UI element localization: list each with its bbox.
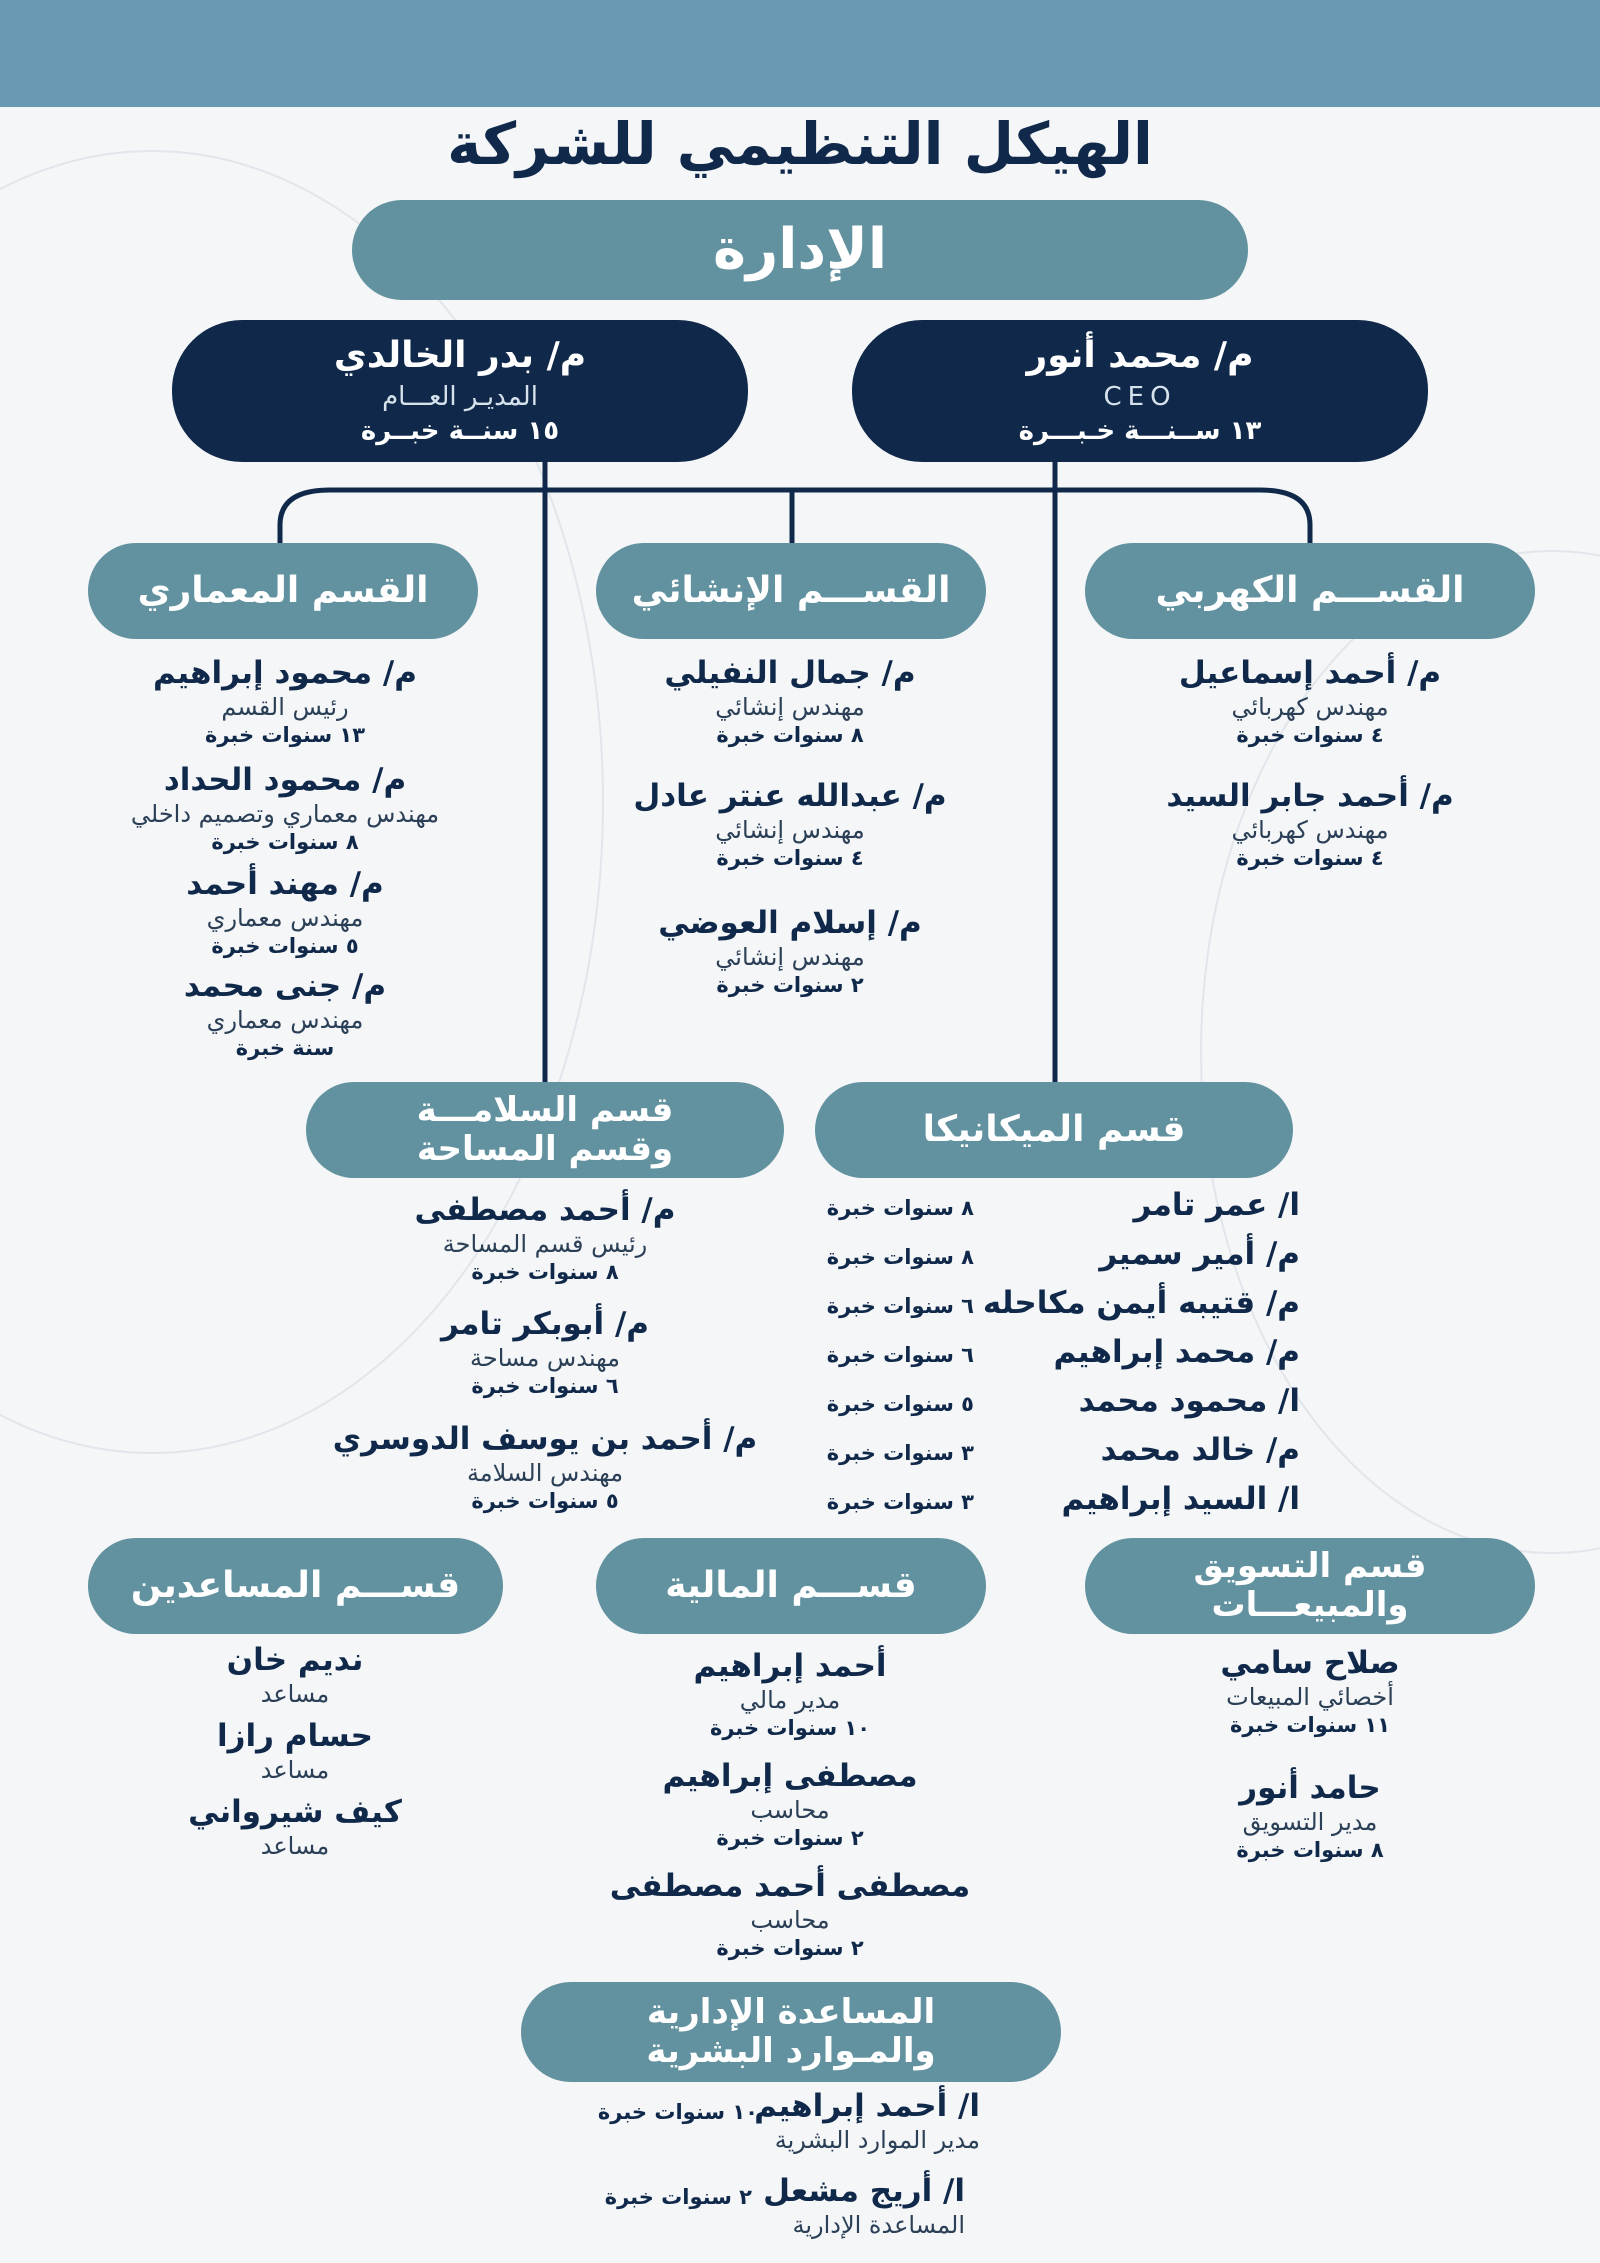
- dept-title: القســـم الكهربي: [1155, 570, 1465, 612]
- dept-header-hr: [521, 1982, 1061, 2082]
- dept-title-line1: قسم السلامـــة: [416, 1089, 674, 1130]
- member-card: [590, 1868, 990, 1961]
- dept-title-line2: والمبيعـــات: [1211, 1585, 1409, 1625]
- member-role: مهندس معماري وتصميم داخلي: [130, 800, 440, 829]
- dept-title: قســـم المالية: [665, 1565, 917, 1607]
- member-card: [100, 762, 470, 855]
- member-name: حامد أنور: [1239, 1770, 1381, 1806]
- member-experience: ٨ سنوات خبرة: [471, 1260, 619, 1285]
- member-card: [1150, 1770, 1470, 1863]
- member-experience: ٢ سنوات خبرة: [716, 1826, 864, 1851]
- mechanics-member-name: م/ محمد إبراهيم: [1053, 1334, 1300, 1370]
- member-role: محاسب: [750, 1796, 830, 1825]
- executive-role: CEO: [1103, 381, 1177, 412]
- dept-title-line1: المساعدة الإدارية: [646, 1991, 936, 2032]
- member-name: م/ مهند أحمد: [186, 866, 384, 902]
- mechanics-member-name: ا/ عمر تامر: [1133, 1187, 1300, 1223]
- member-name: أحمد إبراهيم: [693, 1648, 887, 1684]
- member-name: م/ أحمد بن يوسف الدوسري: [332, 1421, 758, 1457]
- dept-header-construction: [596, 543, 986, 639]
- member-card: [330, 1421, 760, 1514]
- dept-header-architecture: [88, 543, 478, 639]
- mechanics-member-experience: ٥ سنوات خبرة: [826, 1392, 974, 1416]
- member-role: رئيس قسم المساحة: [442, 1230, 648, 1259]
- dept-title: قسم الميكانيكا: [922, 1109, 1186, 1151]
- executive-role: المديـر العـــام: [382, 381, 538, 412]
- dept-title: القسم المعماري: [137, 570, 429, 612]
- member-name: م/ جنى محمد: [183, 968, 387, 1004]
- dept-header-finance: [596, 1538, 986, 1634]
- member-name: صلاح سامي: [1220, 1645, 1400, 1681]
- member-card: [1145, 655, 1475, 748]
- management-label: الإدارة: [712, 216, 888, 282]
- member-card: [145, 1718, 445, 1785]
- dept-title: القســـم الإنشائي: [631, 570, 951, 612]
- member-role: مساعد: [260, 1756, 330, 1785]
- member-role: مساعد: [260, 1832, 330, 1861]
- dept-header-safety: [306, 1082, 784, 1178]
- dept-header-marketing: [1085, 1538, 1535, 1634]
- member-role: مساعد: [260, 1680, 330, 1709]
- member-experience: ١١ سنوات خبرة: [1229, 1713, 1391, 1738]
- mechanics-member-name: م/ أمير سمير: [1099, 1236, 1300, 1272]
- member-experience: ٤ سنوات خبرة: [1236, 846, 1384, 871]
- dept-header-mechanics: [815, 1082, 1293, 1178]
- member-name: م/ محمود إبراهيم: [153, 655, 417, 691]
- member-card: [330, 1306, 760, 1399]
- member-name: م/ عبدالله عنتر عادل: [633, 778, 947, 814]
- member-name: م/ إسلام العوضي: [658, 905, 922, 941]
- member-name: م/ محمود الحداد: [163, 762, 407, 798]
- member-role: مهندس كهربائي: [1231, 693, 1389, 722]
- hr-member: [763, 2173, 965, 2240]
- member-role: مهندس إنشائي: [715, 693, 865, 722]
- executive-experience: ١٥ سنــة خبــرة: [360, 415, 560, 446]
- hr-member-experience: ٢ سنوات خبرة: [604, 2185, 752, 2209]
- mechanics-member-experience: ٣ سنوات خبرة: [826, 1441, 974, 1465]
- dept-title-line2: وقسم المساحة: [416, 1129, 674, 1169]
- member-role: مهندس كهربائي: [1231, 816, 1389, 845]
- member-role: مهندس مساحة: [470, 1344, 620, 1373]
- member-card: [330, 1192, 760, 1285]
- mechanics-member-name: ا/ السيد إبراهيم: [1061, 1481, 1300, 1517]
- management-header: [352, 200, 1248, 300]
- member-role: المساعدة الإدارية: [792, 2211, 965, 2240]
- mechanics-member-name: م/ قتيبه أيمن مكاحله: [982, 1285, 1300, 1321]
- member-experience: ٨ سنوات خبرة: [716, 723, 864, 748]
- executive-card-ceo: [852, 320, 1428, 462]
- member-experience: ٢ سنوات خبرة: [716, 973, 864, 998]
- member-name: حسام رازا: [217, 1718, 373, 1754]
- member-experience: ٤ سنوات خبرة: [716, 846, 864, 871]
- member-name: م/ أحمد إسماعيل: [1178, 655, 1442, 691]
- dept-title: قســـم المساعدين: [130, 1565, 461, 1607]
- member-role: مدير الموارد البشرية: [774, 2126, 980, 2155]
- member-name: مصطفى أحمد مصطفى: [609, 1868, 971, 1904]
- member-role: مهندس إنشائي: [715, 943, 865, 972]
- member-name: م/ جمال النفيلي: [664, 655, 916, 691]
- member-card: [145, 1794, 445, 1861]
- member-name: ا/ أحمد إبراهيم: [754, 2088, 980, 2124]
- member-experience: ٨ سنوات خبرة: [1236, 1838, 1384, 1863]
- mechanics-member-experience: ٦ سنوات خبرة: [826, 1343, 974, 1367]
- hr-member-experience: ١٠ سنوات خبرة: [597, 2100, 758, 2124]
- member-experience: ٥ سنوات خبرة: [471, 1489, 619, 1514]
- member-name: م/ أبوبكر تامر: [440, 1306, 650, 1342]
- member-experience: ١٠ سنوات خبرة: [709, 1716, 871, 1741]
- member-name: كيف شيرواني: [188, 1794, 402, 1830]
- member-name: م/ أحمد مصطفى: [414, 1192, 676, 1228]
- member-role: مهندس إنشائي: [715, 816, 865, 845]
- member-card: [100, 655, 470, 748]
- member-role: محاسب: [750, 1906, 830, 1935]
- hr-member: [754, 2088, 980, 2155]
- mechanics-member-experience: ٨ سنوات خبرة: [826, 1245, 974, 1269]
- mechanics-member-experience: ٣ سنوات خبرة: [826, 1490, 974, 1514]
- member-role: مهندس السلامة: [466, 1459, 624, 1488]
- member-name: ا/ أريج مشعل: [763, 2173, 965, 2209]
- mechanics-member-name: م/ خالد محمد: [1100, 1432, 1300, 1468]
- dept-header-electrical: [1085, 543, 1535, 639]
- member-card: [145, 1642, 445, 1709]
- member-card: [620, 778, 960, 871]
- dept-header-assistants: [88, 1538, 503, 1634]
- member-role: مهندس معماري: [206, 1006, 364, 1035]
- executive-card-gm: [172, 320, 748, 462]
- mechanics-member-experience: ٨ سنوات خبرة: [826, 1196, 974, 1220]
- dept-title-line1: قسم التسويق: [1193, 1545, 1427, 1586]
- member-experience: ٤ سنوات خبرة: [1236, 723, 1384, 748]
- member-card: [1150, 1645, 1470, 1738]
- member-name: نديم خان: [226, 1642, 364, 1678]
- member-experience: ١٣ سنوات خبرة: [204, 723, 366, 748]
- member-role: رئيس القسم: [221, 693, 349, 722]
- page-title: الهيكل التنظيمي للشركة: [447, 110, 1153, 178]
- executive-name: م/ محمد أنور: [1026, 335, 1254, 377]
- member-experience: سنة خبرة: [235, 1036, 335, 1061]
- member-experience: ٢ سنوات خبرة: [716, 1936, 864, 1961]
- member-role: مدير مالي: [739, 1686, 841, 1715]
- executive-experience: ١٣ ســنـــة خـبـــرة: [1018, 415, 1262, 446]
- executive-name: م/ بدر الخالدي: [333, 335, 587, 377]
- member-card: [610, 1648, 970, 1741]
- member-role: مهندس معماري: [206, 904, 364, 933]
- member-card: [610, 1758, 970, 1851]
- member-name: م/ أحمد جابر السيد: [1166, 778, 1454, 814]
- member-card: [100, 866, 470, 959]
- mechanics-member-name: ا/ محمود محمد: [1078, 1383, 1300, 1419]
- member-experience: ٦ سنوات خبرة: [471, 1374, 619, 1399]
- member-name: مصطفى إبراهيم: [662, 1758, 918, 1794]
- member-card: [1145, 778, 1475, 871]
- member-role: مدير التسويق: [1242, 1808, 1378, 1837]
- member-experience: ٨ سنوات خبرة: [211, 830, 359, 855]
- dept-title-line2: والمـوارد البشرية: [646, 2031, 936, 2071]
- member-experience: ٥ سنوات خبرة: [211, 934, 359, 959]
- member-role: أخصائي المبيعات: [1226, 1683, 1394, 1712]
- member-card: [620, 905, 960, 998]
- member-card: [100, 968, 470, 1061]
- mechanics-member-experience: ٦ سنوات خبرة: [826, 1294, 974, 1318]
- member-card: [620, 655, 960, 748]
